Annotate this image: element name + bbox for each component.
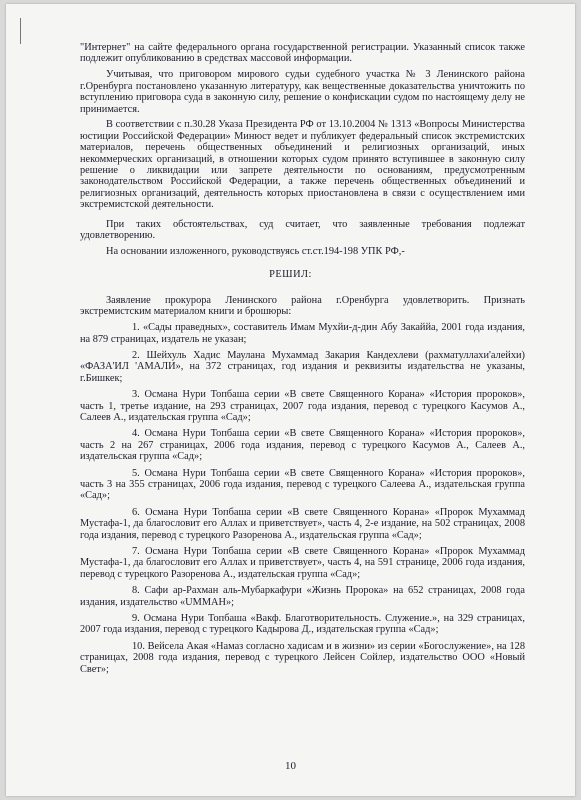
paragraph-verdict: Учитывая, что приговором мирового судьи судебного участка № 3 Ленинского района г.Оренбурга постановлено указанную литературу, как вещественные доказательства уничтожить по вступлению приговора суда в законную силу, решение о конфискации судом по настоящему делу не принимается. <box>80 69 525 115</box>
list-item: 7. Османа Нури Топбаша серии «В свете Священного Корана» «Пророк Мухаммад Мустафа-1, да благословит его Аллах и приветствует», часть 4, на 591 странице, 2006 года издания, перевод с турецкого Разоренова А., издательская группа «Сад»; <box>80 546 525 580</box>
document-page <box>6 4 575 796</box>
materials-list <box>6 322 575 675</box>
list-item: 9. Османа Нури Топбаша «Вакф. Благотворительность. Служение.», на 329 страницах, 2007 года издания, перевод с турецкого Кадырова Д., издательская группа «Сад»; <box>80 613 525 636</box>
list-item: 3. Османа Нури Топбаша серии «В свете Священного Корана» «История пророков», часть 1, третье издание, на 293 страницах, 2007 года издания, перевод с турецкого Касумов А., Салеев А., издательская группа «Сад»; <box>80 389 525 423</box>
list-item: 1. «Сады праведных», составитель Имам Мухйи-д-дин Абу Закаййа, 2001 года издания, на 879 страницах, издатель не указан; <box>80 322 525 345</box>
paragraph-decree: В соответствии с п.30.28 Указа Президента РФ от 13.10.2004 № 1313 «Вопросы Министерства юстиции Российской Федерации» Минюст ведет и публикует федеральный список экстремистских материалов, перечень общественных объединений и религиозных организаций, иных некоммерческих организаций, в отношении которых судом принято вступившее в законную силу решение о ликвидации или запрете деятельности по основаниям, предусмотренным законодательством Российской Федерации, а также перечень общественных объединений и религиозных организаций, деятельность которых приостановлена в связи с осуществлением ими экстремистской деятельности. <box>80 119 525 211</box>
list-item: 2. Шейхуль Хадис Маулана Мухаммад Закария Кандехлеви (рахматуллахи'алейхи) «ФАЗА'ИЛ 'АМАЛИ», на 372 страницах, год издания и реквизиты издательства не указаны, г.Бишкек; <box>80 349 525 384</box>
list-item: 6. Османа Нури Топбаша серии «В свете Священного Корана» «Пророк Мухаммад Мустафа-1, да благословит его Аллах и приветствует», часть 4, 2-е издание, на 502 страницах, 2008 года издания, перевод с турецкого Разоренова А., издательская группа «Сад»; <box>80 506 525 541</box>
list-item: 5. Османа Нури Топбаша серии «В свете Священного Корана» «История пророков», часть 3 на 355 страницах, 2006 года издания, перевод с турецкого Салеева А., издательская группа «Сад»; <box>80 467 525 502</box>
list-item: 10. Вейсела Акая «Намаз согласно хадисам и в жизни» из серии «Богослужение», на 128 страницах, 2008 года издания, перевод с турецкого Лейсен Сойлер, издательство ООО «Новый Свет»; <box>80 640 525 675</box>
document-body <box>6 42 575 680</box>
margin-mark <box>20 18 21 44</box>
page-number: 10 <box>285 760 296 772</box>
paragraph-internet-list: "Интернет" на сайте федерального органа государственной регистрации. Указанный список также подлежит опубликованию в средствах массовой информации. <box>80 42 525 65</box>
list-item: 8. Сафи ар-Рахман аль-Мубаркафури «Жизнь Пророка» на 652 страницах, 2008 года издания, издательство «UMMAH»; <box>80 585 525 608</box>
decision-heading: РЕШИЛ: <box>269 269 312 281</box>
decision-intro: Заявление прокурора Ленинского района г.Оренбурга удовлетворить. Признать экстремистским материалом книги и брошюры: <box>80 294 525 318</box>
paragraph-legal-basis: На основании изложенного, руководствуясь ст.ст.194-198 УПК РФ,- <box>106 246 405 257</box>
paragraph-circumstances: При таких обстоятельствах, суд считает, что заявленные требования подлежат удовлетворению. <box>80 218 525 242</box>
list-item: 4. Османа Нури Топбаша серии «В свете Священного Корана» «История пророков», часть 2 на 267 страницах, 2006 года издания, перевод с турецкого Касумов А., Салеев А., издательская группа «Сад»; <box>80 428 525 463</box>
